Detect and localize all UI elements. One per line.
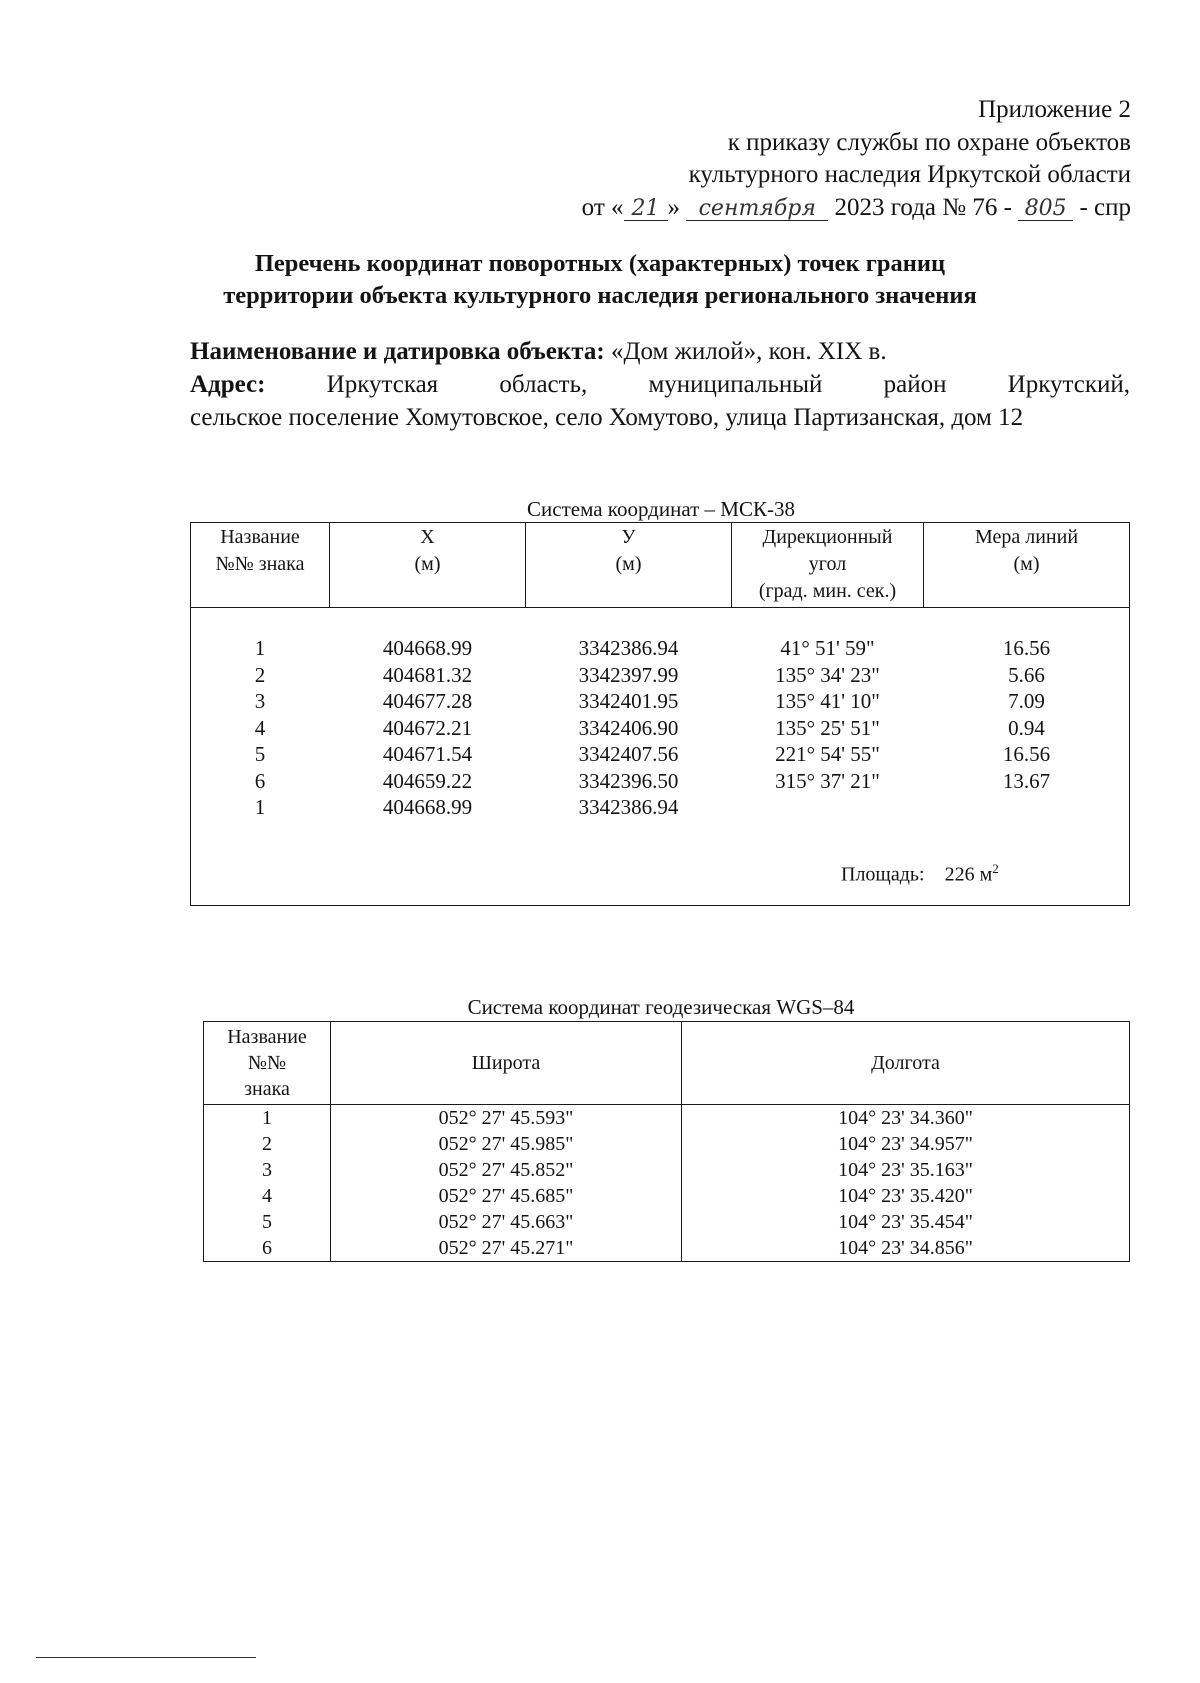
header-text: №№ <box>247 1052 287 1074</box>
header-text: Название <box>227 1026 307 1048</box>
cell-point-number: 3 <box>254 689 266 713</box>
cell-longitude: 104° 23' 34.957" <box>682 1131 1130 1157</box>
order-date-line <box>511 192 1131 225</box>
header-text: (м) <box>1013 553 1040 575</box>
title-line-1: Перечень координат поворотных (характерных) точек границ <box>254 250 946 277</box>
cell-angle: 135° 34' 23" <box>775 662 880 687</box>
cell-angle: 315° 37' 21" <box>775 768 880 793</box>
document-title <box>140 248 1060 312</box>
wgs-table-caption: Система координат геодезическая WGS–84 <box>467 995 855 1019</box>
appendix-header <box>511 94 1131 224</box>
table-row <box>204 1209 1130 1235</box>
cell-longitude: 104° 23' 35.454" <box>682 1209 1130 1235</box>
header-angle <box>732 523 923 607</box>
cell-latitude: 052° 27' 45.271" <box>331 1235 682 1262</box>
cell-latitude: 052° 27' 45.985" <box>331 1131 682 1157</box>
header-text: (м) <box>615 553 642 575</box>
cell-y: 3342396.50 <box>578 768 679 793</box>
cell-y: 3342407.56 <box>578 742 679 766</box>
wgs-table-body <box>204 1105 1130 1262</box>
cell-angle: 135° 25' 51" <box>775 715 880 740</box>
header-x <box>330 523 525 607</box>
cell-latitude: 052° 27' 45.685" <box>331 1183 682 1209</box>
msk-table-caption: Система координат – МСК-38 <box>527 497 795 521</box>
cell-point-number: 1 <box>254 795 266 819</box>
date-year: 2023 года № 76 - <box>834 193 1012 221</box>
cell-x: 404668.99 <box>382 636 473 660</box>
header-text: угол <box>808 553 847 575</box>
cell-x: 404659.22 <box>382 768 473 793</box>
cell-length: 5.66 <box>1008 662 1045 687</box>
cell-point-number: 5 <box>254 742 266 766</box>
cell-y: 3342401.95 <box>578 689 679 713</box>
object-name-value: «Дом жилой», кон. XIX в. <box>610 338 887 365</box>
table-row <box>204 1235 1130 1262</box>
header-y <box>526 523 731 607</box>
header-text: Название <box>220 526 300 548</box>
cell-x: 404677.28 <box>382 689 473 713</box>
object-name-line <box>190 335 1130 368</box>
header-text: знака <box>244 1078 290 1100</box>
cell-latitude: 052° 27' 45.663" <box>331 1209 682 1235</box>
address-line-1 <box>190 368 1130 401</box>
address-word: Иркутский, <box>1007 371 1130 398</box>
appendix-number: Приложение 2 <box>978 96 1131 123</box>
cell-length: 7.09 <box>1008 689 1045 713</box>
cell-longitude: 104° 23' 34.856" <box>682 1235 1130 1262</box>
footer-rule <box>36 1657 256 1658</box>
cell-length: 16.56 <box>1002 636 1051 660</box>
header-text: Х <box>420 526 435 548</box>
header-text: (град. мин. сек.) <box>758 580 897 602</box>
cell-x: 404668.99 <box>382 795 473 819</box>
cell-length: 13.67 <box>1002 768 1051 793</box>
cell-point-number: 3 <box>204 1157 331 1183</box>
address-line-2: сельское поселение Хомутовское, село Хомутово, улица Партизанская, дом 12 <box>190 404 1024 431</box>
handwritten-order-number: 805 <box>1018 198 1073 221</box>
cell-point-number: 2 <box>204 1131 331 1157</box>
order-reference: к приказу службы по охране объектов <box>727 128 1131 156</box>
cell-length: 0.94 <box>1008 715 1045 740</box>
header-longitude: Долгота <box>682 1022 1130 1105</box>
area-value: 226 м <box>944 863 993 886</box>
cell-angle: 41° 51' 59" <box>780 636 875 660</box>
header-latitude: Широта <box>331 1022 682 1105</box>
area-label: Площадь: <box>841 863 925 886</box>
cell-y: 3342386.94 <box>578 795 679 819</box>
order-suffix: - спр <box>1079 193 1131 221</box>
address-word: район <box>883 371 947 398</box>
cell-point-number: 4 <box>254 715 266 740</box>
cell-latitude: 052° 27' 45.593" <box>331 1105 682 1132</box>
cell-point-number: 6 <box>254 768 266 793</box>
cell-x: 404681.32 <box>382 662 473 687</box>
area-summary <box>841 861 999 887</box>
date-prefix: от « <box>581 193 624 221</box>
table-row <box>204 1183 1130 1209</box>
title-line-2: территории объекта культурного наследия регионального значения <box>223 282 977 309</box>
cell-length: 16.56 <box>1002 742 1051 766</box>
header-point-name <box>204 1022 331 1105</box>
table-row <box>204 1157 1130 1183</box>
header-text: Дирекционный <box>762 526 893 548</box>
address-label: Адрес: <box>190 371 266 398</box>
object-name-label: Наименование и датировка объекта: <box>190 338 605 365</box>
object-info <box>190 335 1130 434</box>
cell-point-number: 1 <box>204 1105 331 1132</box>
agency-name: культурного наследия Иркутской области <box>688 161 1131 188</box>
cell-point-number: 2 <box>254 662 266 687</box>
cell-y: 3342406.90 <box>578 715 679 740</box>
address-word: область, <box>499 371 588 398</box>
msk-coordinates-table <box>190 522 1130 906</box>
handwritten-day: 21 <box>624 198 668 221</box>
cell-point-number: 6 <box>204 1235 331 1262</box>
cell-x: 404672.21 <box>382 715 473 740</box>
area-unit-power: 2 <box>992 861 999 876</box>
header-text: (м) <box>414 553 441 575</box>
header-text: У <box>621 526 636 548</box>
handwritten-month: сентября <box>686 198 828 221</box>
header-text: №№ знака <box>215 553 305 575</box>
cell-point-number: 4 <box>204 1183 331 1209</box>
cell-angle: 135° 41' 10" <box>775 689 880 713</box>
header-length <box>924 523 1129 607</box>
wgs-table-header <box>204 1022 1130 1105</box>
cell-y: 3342386.94 <box>578 636 679 660</box>
cell-latitude: 052° 27' 45.852" <box>331 1157 682 1183</box>
cell-longitude: 104° 23' 35.420" <box>682 1183 1130 1209</box>
cell-angle: 221° 54' 55" <box>775 742 880 766</box>
cell-longitude: 104° 23' 35.163" <box>682 1157 1130 1183</box>
date-mid: » <box>667 193 681 221</box>
header-point-name <box>191 523 329 607</box>
cell-longitude: 104° 23' 34.360" <box>682 1105 1130 1132</box>
wgs-coordinates-table <box>203 1021 1130 1262</box>
address-word: муниципальный <box>648 371 823 398</box>
msk-table-header <box>191 523 1129 608</box>
cell-point-number: 5 <box>204 1209 331 1235</box>
cell-y: 3342397.99 <box>578 662 679 687</box>
table-row <box>204 1131 1130 1157</box>
table-row <box>204 1105 1130 1132</box>
cell-point-number: 1 <box>254 636 266 660</box>
address-word: Иркутская <box>326 371 439 398</box>
cell-x: 404671.54 <box>382 742 473 766</box>
header-text: Мера линий <box>974 526 1079 548</box>
